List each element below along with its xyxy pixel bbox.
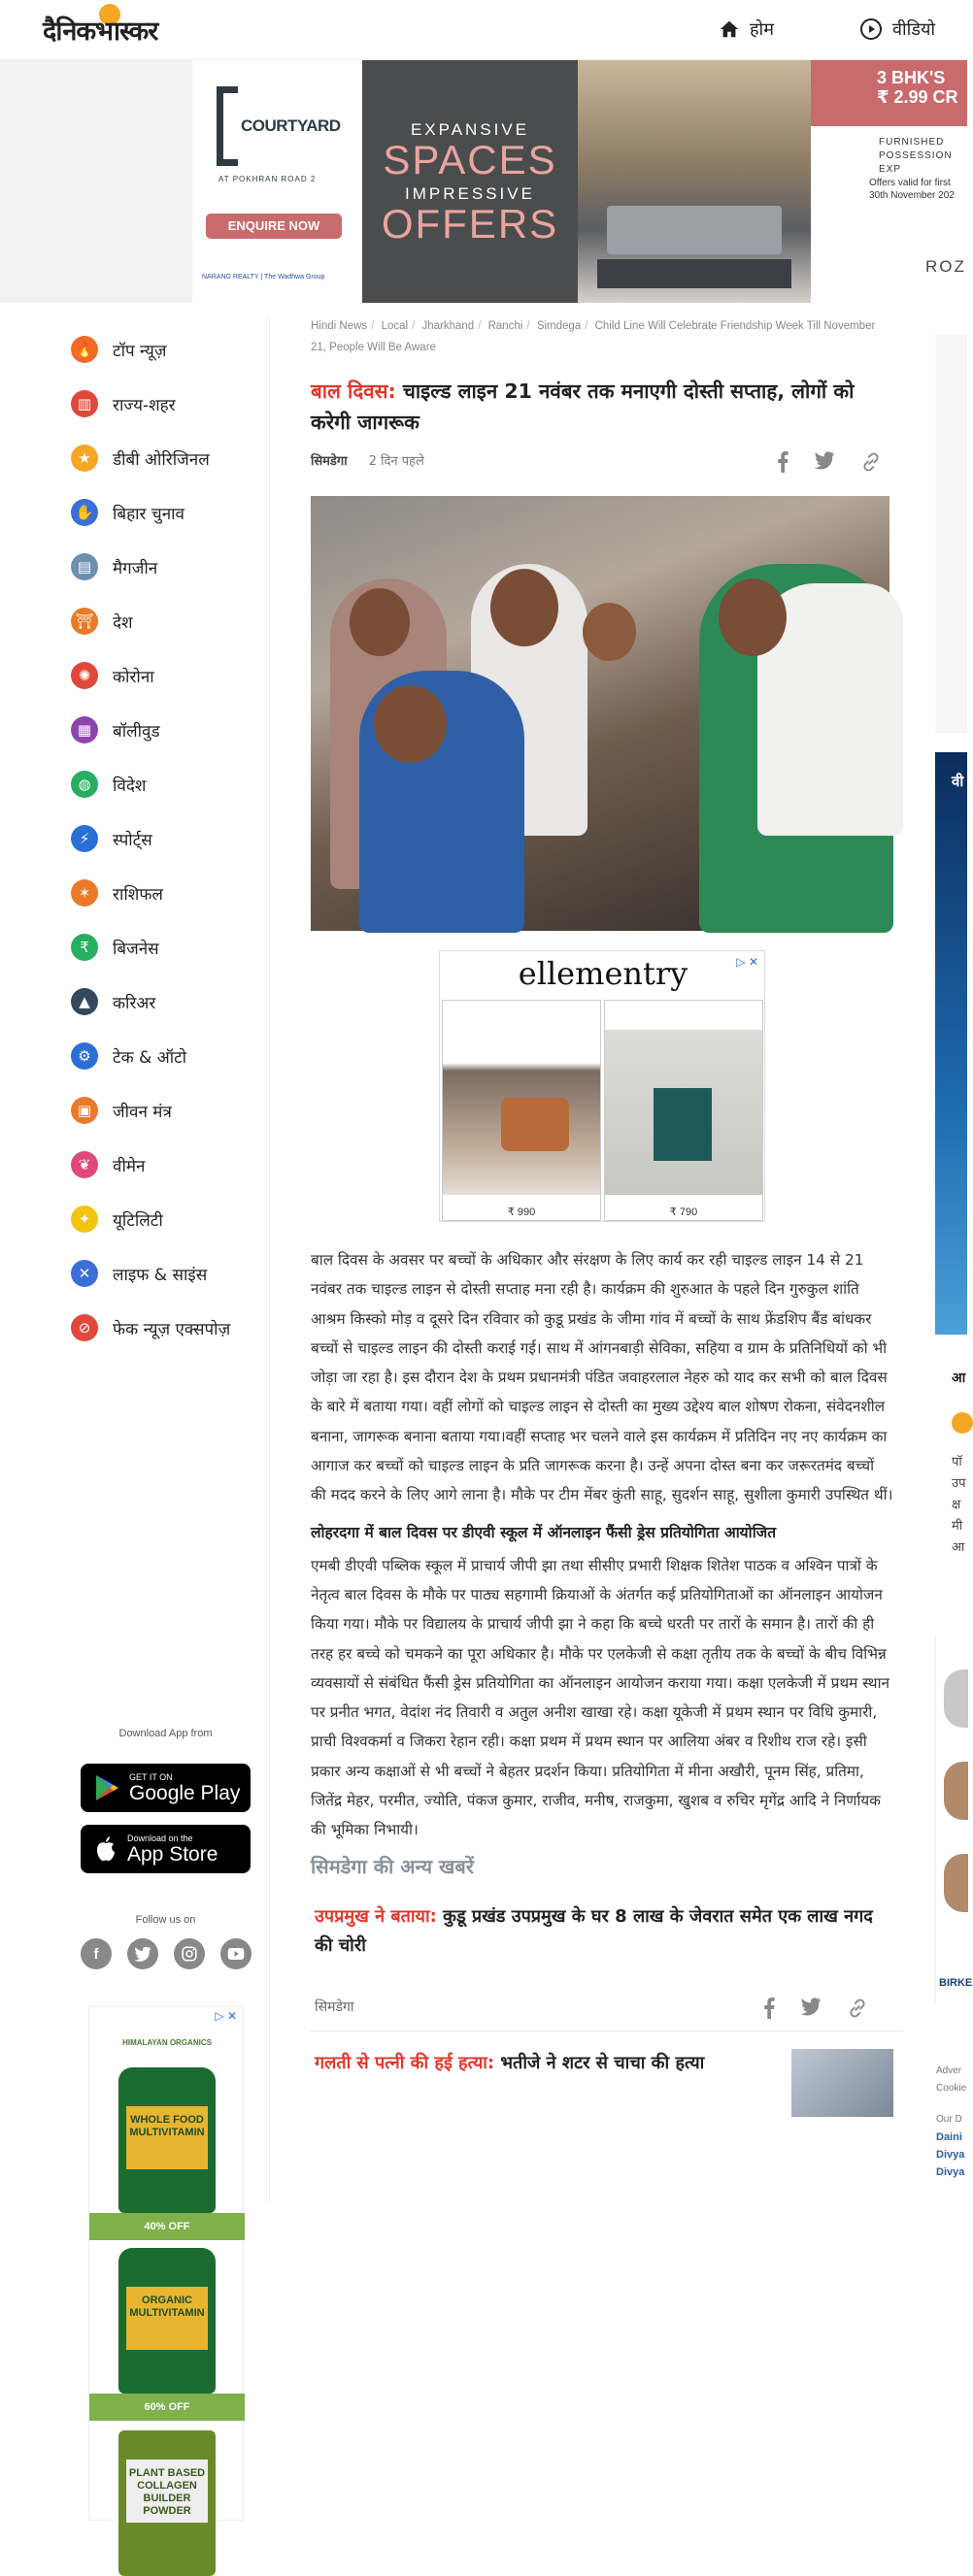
courtyard-ad-panel [192,60,362,303]
sidebar-item-label: वीमेन [113,1156,146,1176]
sidebar-item[interactable] [71,1096,172,1125]
instagram-icon[interactable] [174,1938,205,1969]
ad-choices-icon[interactable]: ▷ ✕ [215,2009,237,2023]
sidebar-item[interactable] [71,607,133,636]
sidebar-item[interactable] [71,661,154,690]
runner-icon: ⚡ [71,825,98,852]
ad-brand: HIMALAYAN ORGANICS [122,2038,212,2047]
city-icon: ▥ [71,390,98,417]
article-main-image[interactable] [311,496,889,931]
article-headline [311,376,893,438]
courtyard-brand: COURTYARD [241,116,341,135]
sidebar-item[interactable] [71,715,160,744]
article-paragraph: एमबी डीएवी पब्लिक स्कूल में प्राचार्य जीपी झा तथा सीसीए प्रभारी शिक्षक शितेश पाठक व अश्विन पात्रों के नेतृत्व बाल दिवस के मौके पर पाठ्य सहगामी क्रियाओं के अंतर्गत कई प्रतियोगिताओं का ऑनलाइन आयोजन किया गया। मौके पर विद्यालय के प्राचार्य जीपी झा ने कहा कि बच्चे धरती पर तारों के समान है। तारों की ही तरह हर बच्चे को चमकने का पूरा अधिकार है। मौके पर एलकेजी से कक्षा तृतीय तक के बच्चों के बीच विभिन्न व्यवसायों से संबंधित फैंसी ड्रेस प्रतियोगिता का ऑनलाइन आयोजन कराया गया। कक्षा एलकेजी में प्रथम स्थान पर प्रनीत भगत, वेदांश नंद तिवारी व अतुल अनीश खाखा रहे। कक्षा यूकेजी में प्रथम स्थान पर विधि कुमारी, प्राची विश्वकर्मा व जिकरा रेहान रही। कक्षा प्रथम में प्रथम स्थान पर आलिया अंबर व रिशीथ राज रहे। इसी प्रकार अन्य कक्षाओं से भी बच्चों ने बेहतर प्रदर्शन किया। प्रतियोगिता में मीना अखौरी, पूनम सिंह, प्रतिमा, जितेंद्र मेहर, परमीत, ज्योति, पंकज कुमार, राजीव, मनीष, राजकुमा, खुशब व रुचिर मृगेंद्र आदि ने निर्णायक की भूमिका निभायी। [311,1556,890,1839]
sidebar-item[interactable] [71,552,157,581]
google-play-icon [94,1774,119,1801]
globe-icon: ◍ [71,771,98,798]
enquire-now-button[interactable]: ENQUIRE NOW [206,214,342,239]
breadcrumb-link[interactable]: Local [381,320,409,332]
sidebar-item-label: बॉलीवुड [113,721,160,742]
offer-tagline-panel: EXPANSIVE SPACES IMPRESSIVE OFFERS [362,60,578,303]
article-subheading: लोहरदगा में बाल दिवस पर डीएवी स्कूल में ऑनलाइन फैंसी ड्रेस प्रतियोगिता आयोजित [311,1523,777,1541]
sidebar-item[interactable] [71,824,152,853]
apple-icon [94,1835,117,1863]
twitter-share-icon[interactable] [814,451,835,469]
price-offer-panel: 3 BHK'S ₹ 2.99 CR FURNISHED POSSESSION EXP Offers valid for first 30th November 202 ROZ [811,60,967,303]
sidebar-item-label: मैगजीन [113,558,158,578]
sidebar-item[interactable] [71,933,159,962]
product-bottle: ORGANIC MULTIVITAMIN [118,2248,216,2394]
other-news-title: सिमडेगा की अन्य खबरें [311,1854,474,1878]
related-city[interactable]: सिमडेगा [315,1998,354,2015]
sidebar-item-label: टेक & ऑटो [113,1047,187,1068]
db-original-icon: ★ [71,445,98,472]
play-icon [859,17,883,41]
sidebar-item-label: स्पोर्ट्स [113,830,152,850]
related-thumbnail[interactable] [791,2049,893,2117]
sidebar-item-label: लाइफ & साइंस [113,1265,208,1285]
copy-link-icon[interactable] [847,1998,868,2019]
sidebar-item-label: करिअर [113,993,156,1013]
women-icon: ❦ [71,1151,98,1178]
dna-icon: ✕ [71,1260,98,1287]
sidebar-item[interactable] [71,770,146,799]
sidebar-item-label: बिजनेस [113,939,159,959]
ad-brand: ellementry [518,955,688,992]
offer-badge: 60% OFF [89,2394,245,2421]
product-bottle: WHOLE FOOD MULTIVITAMIN [118,2067,216,2213]
facebook-share-icon[interactable] [763,1998,775,2019]
related-story[interactable]: उपप्रमुख ने बताया: कुडू प्रखंड उपप्रमुख के घर 8 लाख के जेवरात समेत एक लाख नगद की चोरी सिमडेगा [311,1902,893,2027]
sidebar-item[interactable] [71,389,176,418]
ad-product[interactable] [442,1000,601,1221]
breadcrumb-link[interactable]: Jharkhand [421,320,475,332]
book-icon: ▣ [71,1097,98,1124]
bulb-icon: ✦ [71,1205,98,1233]
breadcrumb: Hindi News / Local / Jharkhand / Ranchi / Simdega / Child Line Will Celebrate Friendship Week Till November 21, People Will Be Aware [311,320,876,353]
living-room-photo [578,60,811,303]
sidebar-item[interactable] [71,878,163,908]
rupee-icon: ₹ [71,934,98,961]
breadcrumb-link[interactable]: Simdega [536,320,582,332]
right-video-widget[interactable]: वी [935,752,967,1335]
follow-us-label: Follow us on [135,1914,196,1926]
tech-auto-icon: ⚙ [71,1042,98,1070]
article-meta [311,451,893,480]
inline-ad-ellementry[interactable] [439,950,765,1222]
sidebar-item[interactable] [71,1041,186,1071]
sidebar-item[interactable] [71,1313,230,1342]
sidebar-item[interactable] [71,1259,207,1288]
courtyard-logo-mark [217,86,238,166]
sidebar [61,315,270,2517]
flame-icon: 🔥 [71,336,98,363]
sidebar-item-label: टॉप न्यूज़ [113,341,167,361]
nav-video[interactable]: वीडियो [859,17,935,41]
sidebar-item[interactable] [71,498,185,527]
virus-icon: ✺ [71,662,98,689]
app-store-button[interactable]: Download on the App Store [81,1825,251,1873]
fake-news-icon: ⊘ [71,1314,98,1341]
article-paragraph: बाल दिवस के अवसर पर बच्चों के अधिकार और संरक्षण के लिए कार्य कर रही चाइल्ड लाइन 14 से 21 नवंबर तक चाइल्ड लाइन से दोस्ती सप्ताह मना रही है। कार्यक्रम की शुरुआत के पहले दिन गुरुकुल शांति आश्रम किस्को मोड़ व दूसरे दिन रविवार को कुडू प्रखंड के जीमा गांव में बच्चों के साथ फ्रेंडशिप बैंड बांधकर बच्चों से चाइल्ड लाइन की दोस्ती कराई गई। साथ में आंगनबाड़ी सेविका, सहिया व ग्राम के प्रतिनिधियों को भी जोड़ा जा रहा है। इस दौरान देश के प्रथम प्रधानमंत्री पंडित जवाहरलाल नेहरु को याद कर सभी को बाल दिवस के बारे में बताया गया। वहीं लोगों को चाइल्ड लाइन से दोस्ती का मुख्य उद्देश्य बाल शोषण रोकना, संवेदनशील बनाना, जागरूक बनाना बताया गया।वहीं सप्ताह भर चलने वाले इस कार्यक्रम में प्रतिदिन नए नए कार्यक्रम का आगाज कर बच्चों को चाइल्ड लाइन के प्रति जागरूक करना है। उन्हें अपना दोस्त बना कर जरूरतमंद बच्चों की मदद करने के लिए आगे लाना है। मौके पर टीम मेंबर कुंती साहू, सुदर्शन साहू, सुशीला कुमारी उपस्थित थीं। [311,1251,893,1504]
sidebar-item[interactable] [71,1205,163,1234]
magazine-icon: ▤ [71,553,98,580]
sidebar-item-label: फेक न्यूज़ एक्सपोज़ [113,1319,231,1339]
nav-home[interactable]: होम [719,17,774,41]
headline-kicker: बाल दिवस: [311,380,396,403]
home-icon [719,18,740,40]
roz-logo: ROZ [925,257,966,276]
site-logo[interactable]: दैनिकभास्कर [43,12,157,48]
vote-hand-icon: ✋ [71,499,98,526]
top-header [0,0,967,60]
clapper-icon: ▦ [71,716,98,743]
share-icons [777,451,882,473]
copy-link-icon[interactable] [860,451,882,473]
breadcrumb-link[interactable]: Ranchi [487,320,523,332]
sidebar-item-label: बिहार चुनाव [113,504,185,524]
share-icons [763,1998,868,2019]
banner-ad[interactable] [0,60,967,303]
ad-price: ₹ 990 [507,1206,536,1218]
sidebar-item[interactable] [71,987,155,1016]
sidebar-item-label: कोरोना [113,667,154,687]
sidebar-item-label: देश [113,612,133,633]
article-time: 2 दिन पहले [368,454,424,469]
right-ad[interactable]: BIRKE [935,1635,967,2004]
facebook-icon[interactable]: f [81,1938,112,1969]
ad-price: ₹ 790 [669,1206,698,1218]
sidebar-item-label: यूटिलिटी [113,1210,163,1231]
related-story[interactable]: गलती से पत्नी की हई हत्या: भतीजे ने शटर से चाचा की हत्या [311,2049,893,2078]
twitter-icon[interactable] [127,1938,158,1969]
sidebar-ad-himalayan[interactable] [88,2006,244,2521]
headline-text: चाइल्ड लाइन 21 नवंबर तक मनाएगी दोस्ती सप्ताह, लोगों को करेगी जागरूक [311,380,855,434]
offer-badge: 40% OFF [89,2213,245,2240]
sidebar-item[interactable] [71,444,210,473]
india-gate-icon: ⛩ [71,608,98,635]
product-pouch: PLANT BASED COLLAGEN BUILDER POWDER [118,2430,216,2576]
sidebar-item-label: राशिफल [113,884,163,905]
youtube-icon[interactable] [220,1938,252,1969]
download-app-label: Download App from [118,1728,213,1739]
sidebar-item[interactable] [71,1150,145,1179]
article [311,315,893,2078]
breadcrumb-current: Child Line Will Celebrate Friendship Week Till November 21, People Will Be Aware [311,320,876,353]
zodiac-icon: ✶ [71,879,98,907]
article-city[interactable]: सिमडेगा [311,454,348,469]
right-column: वी आ पॉ उप क्ष मी आ BIRKE Adver Cookie Our D Daini Divya Divya [935,335,967,2203]
sidebar-item-label: डीबी ओरिजिनल [113,449,210,470]
facebook-share-icon[interactable] [777,451,788,473]
sidebar-item-label: जीवन मंत्र [113,1102,172,1122]
breadcrumb-link[interactable]: Hindi News [311,320,368,332]
ad-choices-icon[interactable]: ▷ ✕ [736,955,758,969]
graduation-cap-icon: ▲ [71,988,98,1015]
rc-icon [952,1412,973,1434]
sidebar-item-label: राज्य-शहर [113,395,176,415]
ad-product[interactable] [604,1000,763,1221]
courtyard-subtitle: AT POKHRAN ROAD 2 [218,175,317,183]
sidebar-item-label: विदेश [113,776,147,796]
sidebar-item[interactable] [71,335,167,364]
twitter-share-icon[interactable] [800,1998,822,2015]
google-play-button[interactable]: GET IT ON Google Play [81,1764,251,1812]
partner-logos: NARANG REALTY | The Wadhwa Group [202,274,325,281]
